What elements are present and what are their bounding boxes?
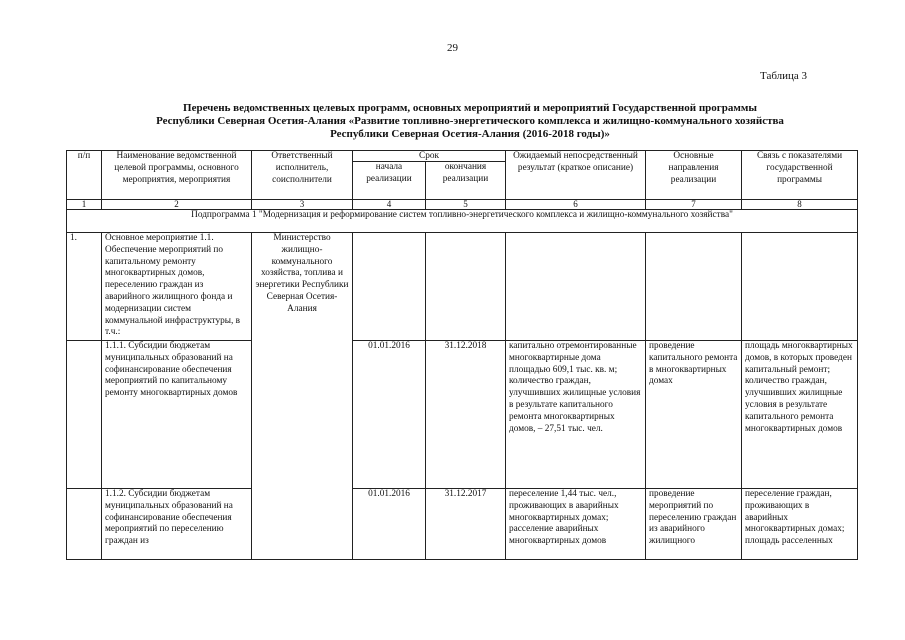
column-number: 6: [506, 200, 646, 210]
document-title: [80, 102, 860, 141]
row-start: 01.01.2016: [353, 341, 426, 489]
title-line-3: Республики Северная Осетия-Алания (2016-2018 годы)»: [330, 128, 610, 140]
header-name: Наименование ведомственной целевой программы, основного мероприятия, мероприятия: [102, 151, 252, 200]
row-indicator: площадь многоквартирных домов, в которых проведен капитальный ремонт; количество граждан, улучшивших жилищные условия в результате капитального ремонта многоквартирных домов: [742, 341, 858, 489]
row-result: переселение 1,44 тыс. чел., проживающих в аварийных многоквартирных домах; расселение аварийных многоквартирных домов: [506, 489, 646, 560]
row-number: [67, 489, 102, 560]
page-number: 29: [447, 42, 458, 54]
table-row: [67, 233, 858, 341]
row-result: [506, 233, 646, 341]
row-end: 31.12.2017: [426, 489, 506, 560]
row-number: 1.: [67, 233, 102, 341]
column-number: 5: [426, 200, 506, 210]
measures-table: [66, 150, 858, 560]
row-end: [426, 233, 506, 341]
header-directions: Основные направления реализации: [646, 151, 742, 200]
row-start: [353, 233, 426, 341]
table-label: Таблица 3: [760, 70, 808, 82]
row-name: Основное мероприятие 1.1. Обеспечение мероприятий по капитальному ремонту многоквартирных домов, переселению граждан из аварийного жилищного фонда и модернизации систем коммунальной инфраструктуры, в т.ч.:: [102, 233, 252, 341]
title-line-1: Перечень ведомственных целевых программ, основных мероприятий и мероприятий Государственной программы: [183, 102, 757, 114]
row-indicator: [742, 233, 858, 341]
subprogram-title: Подпрограмма 1 "Модернизация и реформирование систем топливно-энергетического комплекса и жилищно-коммунального хозяйства": [67, 210, 858, 233]
header-indicators: Связь с показателями государственной программы: [742, 151, 858, 200]
table-row: [67, 341, 858, 489]
column-numbers-row: [67, 200, 858, 210]
row-end: 31.12.2018: [426, 341, 506, 489]
column-number: 7: [646, 200, 742, 210]
column-number: 3: [252, 200, 353, 210]
header-end: окончания реализации: [426, 162, 506, 200]
row-name: 1.1.1. Субсидии бюджетам муниципальных образований на софинансирование обеспечения мероприятий по капитальному ремонту многоквартирных домов: [102, 341, 252, 489]
column-number: 1: [67, 200, 102, 210]
subprogram-row: [67, 210, 858, 233]
title-line-2: Республики Северная Осетия-Алания «Развитие топливно-энергетического комплекса и жилищно-коммунального хозяйства: [156, 115, 784, 127]
row-direction: проведение капитального ремонта в многоквартирных домах: [646, 341, 742, 489]
row-executor: Министерство жилищно-коммунального хозяйства, топлива и энергетики Республики Северная Осетия-Алания: [252, 233, 353, 560]
header-num: п/п: [67, 151, 102, 200]
column-number: 2: [102, 200, 252, 210]
header-term: Срок: [353, 151, 506, 162]
column-number: 4: [353, 200, 426, 210]
row-result: капитально отремонтированные многоквартирные дома площадью 609,1 тыс. кв. м; количество граждан, улучшивших жилищные условия в результате капитального ремонта многоквартирных домов, – 27,51 тыс. чел.: [506, 341, 646, 489]
header-row: [67, 151, 858, 162]
header-result: Ожидаемый непосредственный результат (краткое описание): [506, 151, 646, 200]
row-indicator: переселение граждан, проживающих в аварийных многоквартирных домах; площадь расселенных: [742, 489, 858, 560]
table-row: [67, 489, 858, 560]
row-direction: проведение мероприятий по переселению граждан из аварийного жилищного: [646, 489, 742, 560]
header-executor: Ответственный исполнитель, соисполнители: [252, 151, 353, 200]
row-start: 01.01.2016: [353, 489, 426, 560]
row-name: 1.1.2. Субсидии бюджетам муниципальных образований на софинансирование обеспечения мероприятий по переселению граждан из: [102, 489, 252, 560]
header-start: начала реализации: [353, 162, 426, 200]
row-direction: [646, 233, 742, 341]
row-number: [67, 341, 102, 489]
column-number: 8: [742, 200, 858, 210]
